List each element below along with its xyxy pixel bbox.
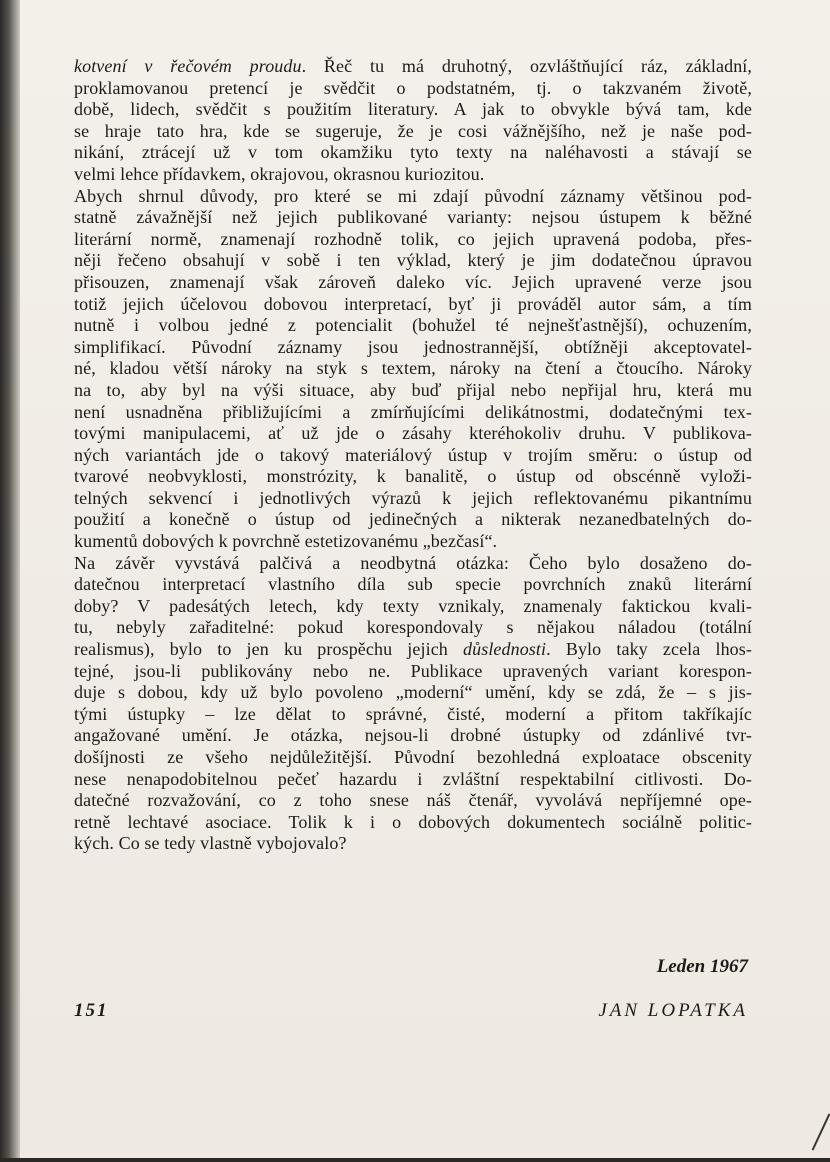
text-line — [74, 725, 752, 747]
text-run: . Bylo taky zcela lhos- — [546, 639, 752, 660]
text-line — [74, 315, 752, 337]
text-run: Na závěr vyvstává palčivá a neodbytná otázka: Čeho bylo dosaženo do- — [74, 552, 752, 573]
text-run: velmi lehce přídavkem, okrajovou, okrasnou kuriozitou. — [74, 163, 485, 184]
signoff-date: Leden 1967 — [656, 956, 748, 977]
text-line — [74, 553, 752, 575]
text-run: datečnou interpretací vlastního díla sub specie povrchních znaků literární — [74, 574, 752, 595]
text-line — [74, 250, 752, 272]
text-run: použití a konečně o ústup od jedinečných a nikterak nezanedbatelných do- — [74, 509, 752, 530]
text-line — [74, 661, 752, 683]
text-line — [74, 380, 752, 402]
text-run: nikání, ztrácejí už v tom okamžiku tyto texty na naléhavosti a stávají se — [74, 142, 752, 163]
author-name: JAN LOPATKA — [598, 1000, 748, 1021]
text-run: angažované umění. Je otázka, nejsou-li drobné ústupky od zdánlivé tvr- — [74, 725, 752, 746]
text-line — [74, 99, 752, 121]
text-run: tými ústupky – lze dělat to správné, čisté, moderní a přitom takříkajíc — [74, 703, 752, 724]
text-line — [74, 164, 752, 186]
text-line — [74, 704, 752, 726]
text-line — [74, 186, 752, 208]
text-run: na to, aby byl na výši situace, aby buď přijal nebo nepřijal hru, která mu — [74, 379, 752, 400]
text-run: statně závažnější než jejich publikované varianty: nejsou ústupem k běžné — [74, 207, 752, 228]
text-line — [74, 617, 752, 639]
page-bottom-edge — [0, 1158, 830, 1162]
text-line — [74, 358, 752, 380]
text-run: tovými manipulacemi, ať už jde o zásahy kteréhokoliv druhu. V publikova- — [74, 423, 752, 444]
text-run: není usnadněna přibližujícími a zmírňujícími delikátnostmi, dodatečnými tex- — [74, 401, 752, 422]
text-run: ných variantách jde o takový materiálový ústup v trojím směru: o ústup od — [74, 444, 752, 465]
text-line — [74, 833, 752, 855]
text-line — [74, 445, 752, 467]
body-text — [74, 56, 752, 855]
text-run: . Řeč tu má druhotný, ozvláštňující ráz, základní, — [301, 56, 752, 76]
text-line — [74, 466, 752, 488]
text-line — [74, 272, 752, 294]
scan-mark — [812, 1113, 830, 1150]
text-line — [74, 207, 752, 229]
text-line — [74, 229, 752, 251]
text-line — [74, 747, 752, 769]
text-run: nutně i volbou jedné z potencialit (bohužel té nejnešťastnější), ochuzením, — [74, 315, 752, 336]
text-run: přisouzen, znamenají však zároveň daleko víc. Jejich upravené verze jsou — [74, 271, 752, 292]
text-run: Abych shrnul důvody, pro které se mi zdají původní záznamy většinou pod- — [74, 185, 752, 206]
text-run: se hraje tato hra, kde se sugeruje, že je cosi vážnějšího, než je naše pod- — [74, 120, 752, 141]
text-line — [74, 596, 752, 618]
italic-phrase: důslednosti — [463, 639, 547, 660]
text-line — [74, 574, 752, 596]
text-run: tejné, jsou-li publikovány nebo ne. Publikace upravených variant korespon- — [74, 660, 752, 681]
text-run: né, kladou větší nároky na styk s textem, nároky na čtení a čtoucího. Nároky — [74, 358, 752, 379]
text-run: totiž jejich účelovou dobovou interpretací, byť ji prováděl autor sám, a tím — [74, 293, 752, 314]
text-run: kumentů dobových k povrchně estetizovanému „bezčasí“. — [74, 531, 498, 552]
text-run: tu, nebyly zařaditelné: pokud korespondovaly s nějakou náladou (totální — [74, 617, 752, 638]
page-number: 151 — [74, 1000, 109, 1021]
text-line — [74, 337, 752, 359]
text-line — [74, 531, 752, 553]
text-line — [74, 78, 752, 100]
text-line — [74, 56, 752, 78]
text-run: došíjnosti ze všeho nejdůležitější. Původní bezohledná exploatace obscenity — [74, 747, 752, 767]
text-line — [74, 142, 752, 164]
italic-phrase: kotvení v řečovém proudu — [74, 56, 302, 76]
text-line — [74, 682, 752, 704]
text-run: kých. Co se tedy vlastně vybojovalo? — [74, 833, 347, 854]
paragraph-1 — [74, 56, 752, 186]
text-run: realismus), bylo to jen ku prospěchu jejich — [74, 639, 464, 660]
text-run: něji řečeno obsahují v sobě i ten výklad, který je jim dodatečnou úpravou — [74, 250, 752, 271]
text-line — [74, 509, 752, 531]
paragraph-3 — [74, 553, 752, 855]
text-run: datečné rozvažování, co z toho snese náš čtenář, vyvolává nepříjemné ope- — [74, 790, 752, 811]
paragraph-2 — [74, 186, 752, 553]
text-line — [74, 423, 752, 445]
text-run: tvarové neobvyklosti, monstrózity, k banalitě, o ústup od obscénně vyloži- — [74, 466, 752, 487]
text-line — [74, 639, 752, 661]
text-line — [74, 812, 752, 834]
text-line — [74, 121, 752, 143]
text-line — [74, 488, 752, 510]
text-run: době, lidech, svědčit s použitím literatury. A jak to obvykle bývá tam, kde — [74, 99, 752, 120]
text-run: duje s dobou, kdy už bylo povoleno „moderní“ umění, kdy se zdá, že – s jis- — [74, 682, 752, 703]
text-line — [74, 769, 752, 791]
text-run: nese nenapodobitelnou pečeť hazardu i zvláštní respektabilní citlivosti. Do- — [74, 768, 752, 789]
text-run: simplifikací. Původní záznamy jsou jednostrannější, obtížněji akceptovatel- — [74, 336, 752, 357]
text-line — [74, 790, 752, 812]
text-run: telných sekvencí i jednotlivých výrazů k jejich reflektovanému pikantnímu — [74, 487, 752, 508]
text-line — [74, 294, 752, 316]
text-line — [74, 402, 752, 424]
book-gutter-shadow — [0, 0, 20, 1162]
text-run: literární normě, znamenají rozhodně tolik, co jejich upravená podoba, přes- — [74, 228, 752, 249]
text-run: proklamovanou pretencí je svědčit o podstatném, tj. o takzvaném životě, — [74, 77, 752, 98]
text-run: retně lechtavé asociace. Tolik k i o dobových dokumentech sociálně politic- — [74, 811, 752, 832]
text-run: doby? V padesátých letech, kdy texty vznikaly, znamenaly faktickou kvali- — [74, 595, 752, 616]
